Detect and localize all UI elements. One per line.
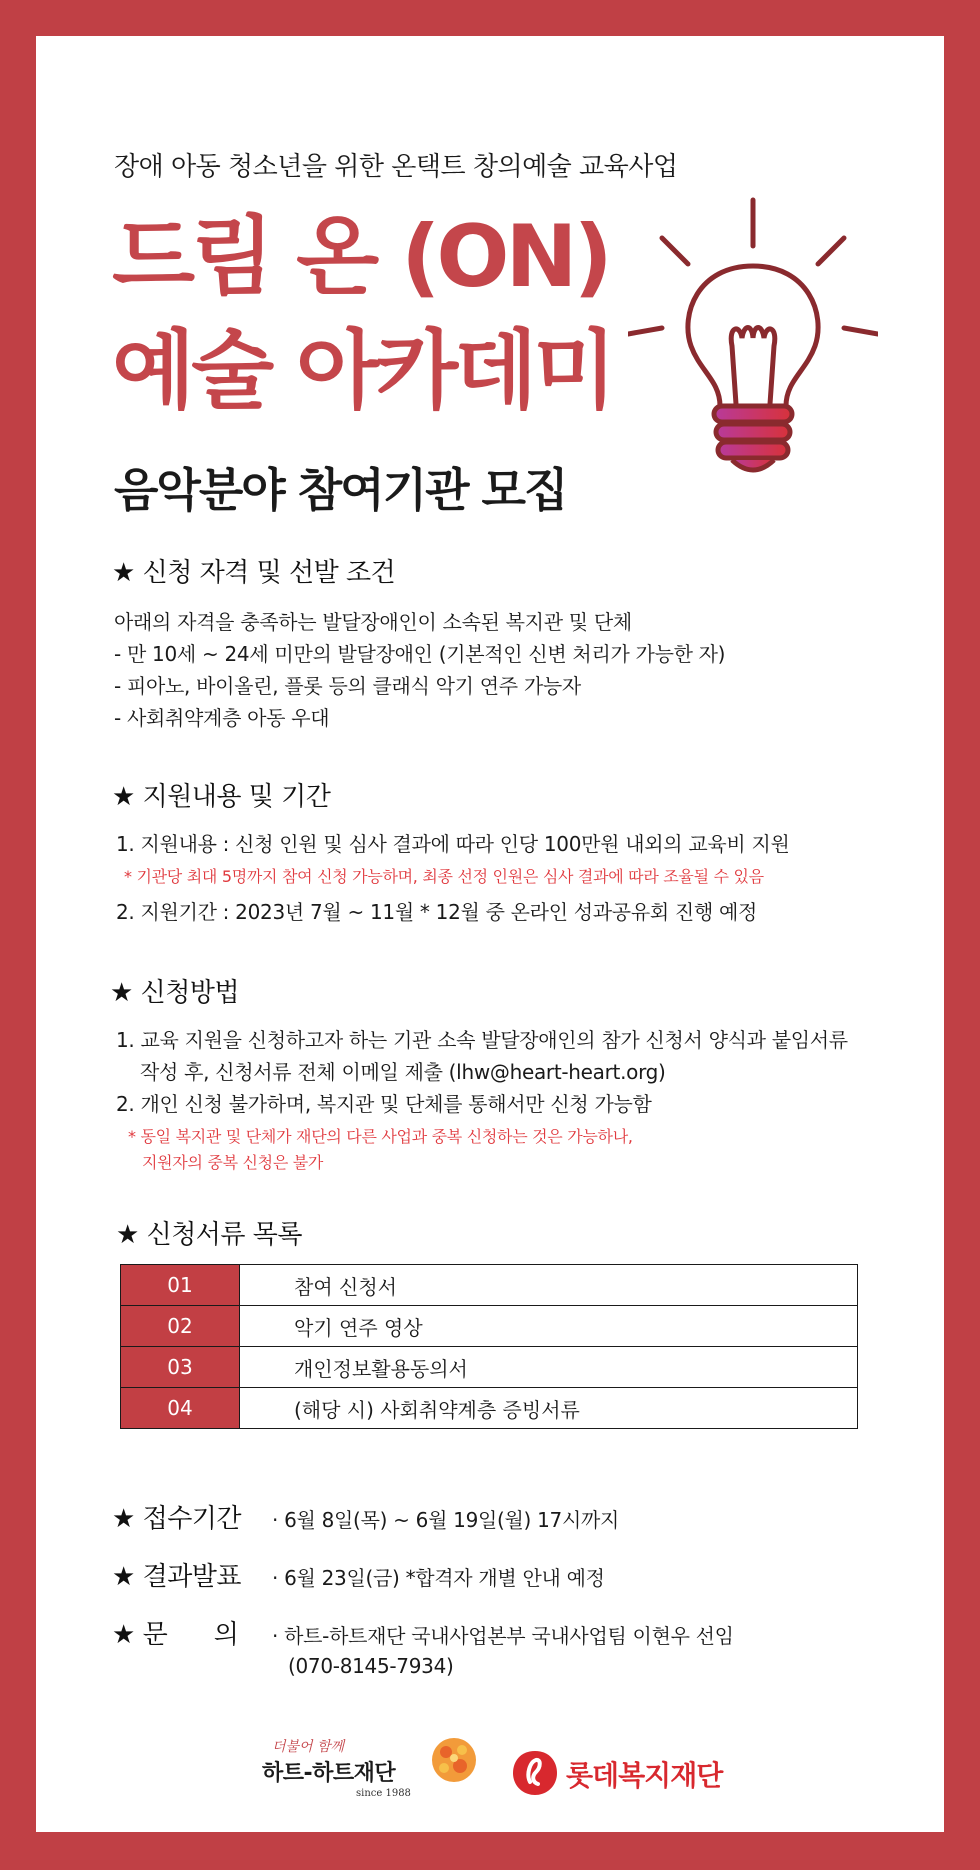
poster-title-line3: 음악분야 참여기관 모집	[114, 463, 567, 517]
support-line-1: 1. 지원내용 : 신청 인원 및 심사 결과에 따라 인당 100만원 내외의 교육비 지원	[116, 832, 790, 856]
doc-name: 개인정보활용동의서	[240, 1347, 858, 1388]
table-row	[121, 1388, 858, 1429]
lotte-name: 롯데복지재단	[566, 1759, 723, 1792]
logo-slogan: 더불어 함께	[272, 1739, 345, 1755]
method-note-1: * 동일 복지관 및 단체가 재단의 다른 사업과 중복 신청하는 것은 가능하나,	[128, 1127, 633, 1146]
support-line-2: 2. 지원기간 : 2023년 7월 ~ 11월 * 12월 중 온라인 성과공유회 진행 예정	[116, 900, 758, 924]
eligibility-line: - 피아노, 바이올린, 플롯 등의 클래식 악기 연주 가능자	[114, 674, 581, 698]
doc-name: 악기 연주 영상	[240, 1306, 858, 1347]
contact-value-2: (070-8145-7934)	[288, 1654, 454, 1678]
poster-title-line2: 예술 아카데미	[112, 321, 613, 421]
reception-value: · 6월 8일(목) ~ 6월 19일(월) 17시까지	[272, 1508, 620, 1532]
contact-value-1: · 하트-하트재단 국내사업본부 국내사업팀 이현우 선임	[272, 1624, 734, 1648]
heart-mosaic-icon	[430, 1736, 478, 1784]
lotte-symbol-icon	[510, 1748, 560, 1798]
eligibility-line: - 만 10세 ~ 24세 미만의 발달장애인 (기본적인 신변 처리가 가능한 자)	[114, 642, 726, 666]
poster-subtitle: 장애 아동 청소년을 위한 온택트 창의예술 교육사업	[114, 152, 678, 182]
table-row	[121, 1306, 858, 1347]
doc-name: (해당 시) 사회취약계층 증빙서류	[240, 1388, 858, 1429]
doc-number: 04	[121, 1388, 240, 1429]
doc-number: 03	[121, 1347, 240, 1388]
method-heading: ★ 신청방법	[110, 978, 240, 1008]
contact-label: ★ 문 의	[112, 1620, 239, 1650]
reception-label: ★ 접수기간	[112, 1504, 242, 1534]
method-line-1a: 1. 교육 지원을 신청하고자 하는 기관 소속 발달장애인의 참가 신청서 양식과 붙임서류	[116, 1028, 848, 1052]
eligibility-heading: ★ 신청 자격 및 선발 조건	[112, 558, 396, 588]
doc-name: 참여 신청서	[240, 1265, 858, 1306]
poster-title-line1: 드림 온 (ON)	[112, 207, 609, 307]
poster-card	[36, 36, 944, 1832]
support-note: * 기관당 최대 5명까지 참여 신청 가능하며, 최종 선정 인원은 심사 결과에 따라 조율될 수 있음	[124, 867, 764, 886]
eligibility-line: 아래의 자격을 충족하는 발달장애인이 소속된 복지관 및 단체	[114, 610, 632, 634]
logo-since: since 1988	[356, 1788, 411, 1799]
result-value: · 6월 23일(금) *합격자 개별 안내 예정	[272, 1566, 605, 1590]
heart-heart-logo	[262, 1736, 492, 1806]
table-row	[121, 1347, 858, 1388]
support-heading: ★ 지원내용 및 기간	[112, 782, 331, 812]
doc-number: 01	[121, 1265, 240, 1306]
eligibility-line: - 사회취약계층 아동 우대	[114, 706, 330, 730]
table-row	[121, 1265, 858, 1306]
method-note-2: 지원자의 중복 신청은 불가	[142, 1153, 324, 1172]
method-line-2: 2. 개인 신청 불가하며, 복지관 및 단체를 통해서만 신청 가능함	[116, 1092, 652, 1116]
method-line-1b: 작성 후, 신청서류 전체 이메일 제출 (lhw@heart-heart.org)	[140, 1060, 666, 1084]
logo-name: 하트-하트재단	[262, 1761, 396, 1786]
documents-heading: ★ 신청서류 목록	[116, 1220, 303, 1250]
lotte-logo	[510, 1748, 740, 1798]
doc-number: 02	[121, 1306, 240, 1347]
lightbulb-icon	[628, 196, 878, 496]
result-label: ★ 결과발표	[112, 1562, 242, 1592]
documents-table	[120, 1264, 858, 1429]
